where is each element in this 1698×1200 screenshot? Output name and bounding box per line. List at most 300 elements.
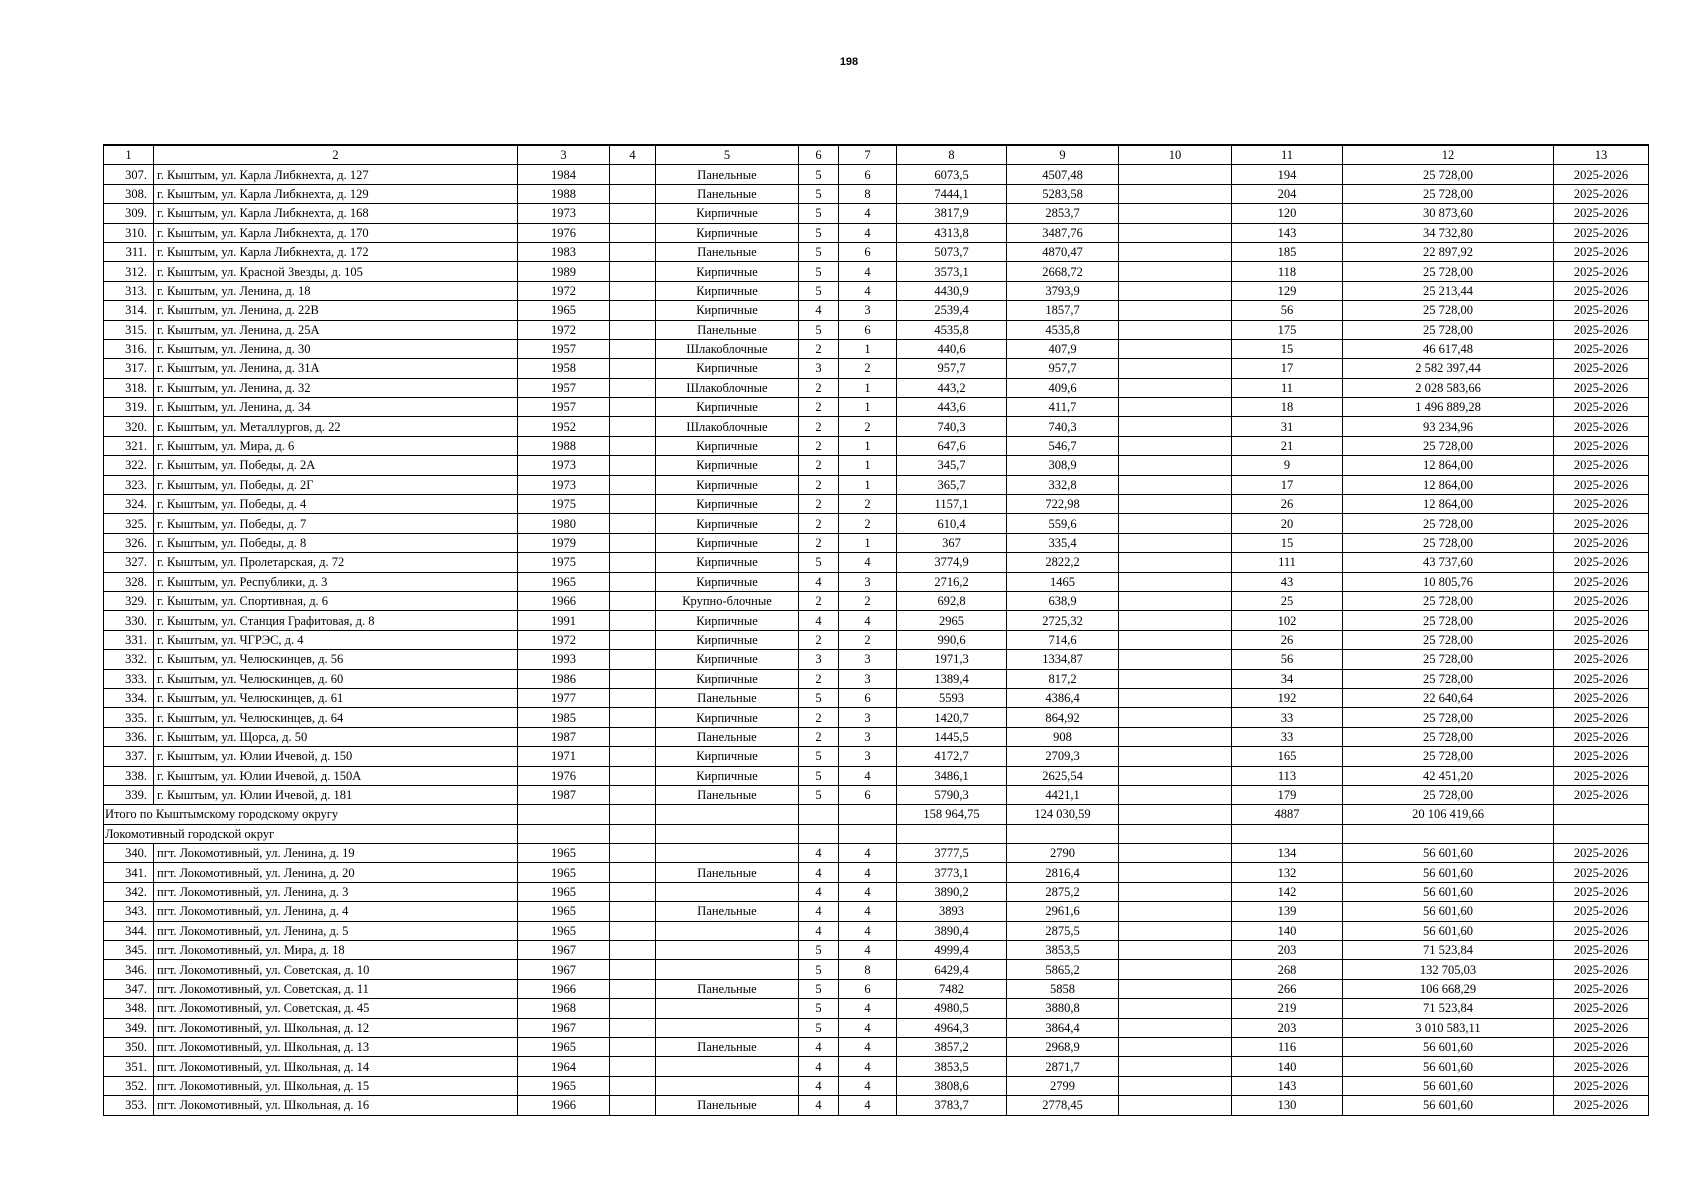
address: г. Кыштым, ул. Победы, д. 7	[154, 514, 518, 533]
entrances: 4	[839, 1057, 897, 1076]
row-number: 330.	[104, 611, 154, 630]
col-10-value	[1119, 165, 1232, 184]
cost: 2 028 583,66	[1343, 378, 1554, 397]
living-area: 2778,45	[1007, 1096, 1119, 1115]
col-4-value	[610, 204, 656, 223]
total-area: 3853,5	[897, 1057, 1007, 1076]
floors: 2	[799, 533, 839, 552]
col-4-value	[610, 281, 656, 300]
col-10-value	[1119, 999, 1232, 1018]
floors: 5	[799, 320, 839, 339]
col-10-value	[1119, 902, 1232, 921]
wall-material: Кирпичные	[656, 456, 799, 475]
section-empty-cell	[1554, 824, 1649, 843]
entrances: 4	[839, 941, 897, 960]
entrances: 1	[839, 456, 897, 475]
address: г. Кыштым, ул. Победы, д. 8	[154, 533, 518, 552]
repair-period: 2025-2026	[1554, 475, 1649, 494]
col-4-value	[610, 223, 656, 242]
col-4-value	[610, 320, 656, 339]
living-area: 2853,7	[1007, 204, 1119, 223]
repair-period: 2025-2026	[1554, 921, 1649, 940]
col-4-value	[610, 1096, 656, 1115]
table-row	[104, 301, 1649, 320]
wall-material: Кирпичные	[656, 495, 799, 514]
total-area: 345,7	[897, 456, 1007, 475]
wall-material: Кирпичные	[656, 514, 799, 533]
cost: 56 601,60	[1343, 863, 1554, 882]
living-area: 559,6	[1007, 514, 1119, 533]
living-area: 4386,4	[1007, 688, 1119, 707]
address: г. Кыштым, ул. Победы, д. 2А	[154, 456, 518, 475]
residents: 120	[1232, 204, 1343, 223]
residents: 203	[1232, 1018, 1343, 1037]
total-empty-cell	[839, 805, 897, 824]
floors: 4	[799, 572, 839, 591]
table-row	[104, 262, 1649, 281]
total-c8: 158 964,75	[897, 805, 1007, 824]
cost: 12 864,00	[1343, 456, 1554, 475]
row-number: 336.	[104, 727, 154, 746]
row-number: 327.	[104, 553, 154, 572]
residents: 266	[1232, 979, 1343, 998]
table-row	[104, 688, 1649, 707]
cost: 56 601,60	[1343, 844, 1554, 863]
build-year: 1965	[518, 863, 610, 882]
address: г. Кыштым, ул. Карла Либкнехта, д. 168	[154, 204, 518, 223]
col-10-value	[1119, 979, 1232, 998]
repair-period: 2025-2026	[1554, 339, 1649, 358]
address: пгт. Локомотивный, ул. Школьная, д. 16	[154, 1096, 518, 1115]
wall-material: Кирпичные	[656, 611, 799, 630]
total-area: 4999,4	[897, 941, 1007, 960]
table-body	[104, 145, 1649, 1115]
floors: 2	[799, 727, 839, 746]
total-c9: 124 030,59	[1007, 805, 1119, 824]
living-area: 332,8	[1007, 475, 1119, 494]
floors: 2	[799, 378, 839, 397]
build-year: 1973	[518, 475, 610, 494]
table-row	[104, 921, 1649, 940]
repair-period: 2025-2026	[1554, 766, 1649, 785]
build-year: 1983	[518, 242, 610, 261]
col-10-value	[1119, 436, 1232, 455]
repair-period: 2025-2026	[1554, 495, 1649, 514]
repair-period: 2025-2026	[1554, 398, 1649, 417]
repair-period: 2025-2026	[1554, 688, 1649, 707]
floors: 5	[799, 242, 839, 261]
col-4-value	[610, 902, 656, 921]
total-area: 3486,1	[897, 766, 1007, 785]
cost: 2 582 397,44	[1343, 359, 1554, 378]
build-year: 1957	[518, 398, 610, 417]
wall-material: Панельные	[656, 1037, 799, 1056]
col-4-value	[610, 1018, 656, 1037]
col-10-value	[1119, 553, 1232, 572]
row-number: 344.	[104, 921, 154, 940]
address: пгт. Локомотивный, ул. Ленина, д. 20	[154, 863, 518, 882]
total-area: 610,4	[897, 514, 1007, 533]
cost: 10 805,76	[1343, 572, 1554, 591]
total-empty-cell	[1119, 805, 1232, 824]
address: г. Кыштым, ул. Пролетарская, д. 72	[154, 553, 518, 572]
residents: 143	[1232, 1076, 1343, 1095]
table-row	[104, 572, 1649, 591]
entrances: 6	[839, 320, 897, 339]
row-number: 348.	[104, 999, 154, 1018]
residents: 18	[1232, 398, 1343, 417]
total-area: 4964,3	[897, 1018, 1007, 1037]
col-header-10: 10	[1119, 145, 1232, 165]
col-header-13: 13	[1554, 145, 1649, 165]
total-area: 1389,4	[897, 669, 1007, 688]
row-number: 353.	[104, 1096, 154, 1115]
total-area: 4535,8	[897, 320, 1007, 339]
col-10-value	[1119, 339, 1232, 358]
wall-material: Кирпичные	[656, 262, 799, 281]
cost: 12 864,00	[1343, 475, 1554, 494]
address: г. Кыштым, ул. Карла Либкнехта, д. 129	[154, 184, 518, 203]
row-number: 321.	[104, 436, 154, 455]
wall-material	[656, 921, 799, 940]
repair-period: 2025-2026	[1554, 456, 1649, 475]
table-row	[104, 436, 1649, 455]
col-10-value	[1119, 844, 1232, 863]
row-number: 349.	[104, 1018, 154, 1037]
entrances: 3	[839, 747, 897, 766]
living-area: 4535,8	[1007, 320, 1119, 339]
residents: 134	[1232, 844, 1343, 863]
table-row	[104, 727, 1649, 746]
wall-material: Кирпичные	[656, 533, 799, 552]
col-4-value	[610, 398, 656, 417]
col-4-value	[610, 591, 656, 610]
col-10-value	[1119, 941, 1232, 960]
total-area: 4980,5	[897, 999, 1007, 1018]
wall-material: Кирпичные	[656, 436, 799, 455]
repair-period: 2025-2026	[1554, 844, 1649, 863]
address: г. Кыштым, ул. Республики, д. 3	[154, 572, 518, 591]
living-area: 817,2	[1007, 669, 1119, 688]
entrances: 4	[839, 999, 897, 1018]
table-row	[104, 999, 1649, 1018]
table-row	[104, 863, 1649, 882]
total-area: 3817,9	[897, 204, 1007, 223]
row-number: 332.	[104, 650, 154, 669]
address: г. Кыштым, ул. Станция Графитовая, д. 8	[154, 611, 518, 630]
residents: 192	[1232, 688, 1343, 707]
table-row	[104, 417, 1649, 436]
col-10-value	[1119, 262, 1232, 281]
repair-period: 2025-2026	[1554, 999, 1649, 1018]
col-4-value	[610, 747, 656, 766]
living-area: 722,98	[1007, 495, 1119, 514]
living-area: 5858	[1007, 979, 1119, 998]
wall-material: Кирпичные	[656, 223, 799, 242]
address: пгт. Локомотивный, ул. Советская, д. 45	[154, 999, 518, 1018]
row-number: 339.	[104, 785, 154, 804]
repair-period: 2025-2026	[1554, 727, 1649, 746]
housing-register-table	[103, 144, 1649, 1116]
col-header-7: 7	[839, 145, 897, 165]
col-10-value	[1119, 359, 1232, 378]
cost: 46 617,48	[1343, 339, 1554, 358]
section-row	[104, 824, 1649, 843]
entrances: 2	[839, 591, 897, 610]
wall-material	[656, 844, 799, 863]
col-10-value	[1119, 1018, 1232, 1037]
build-year: 1972	[518, 320, 610, 339]
cost: 25 728,00	[1343, 630, 1554, 649]
col-10-value	[1119, 863, 1232, 882]
floors: 5	[799, 941, 839, 960]
entrances: 4	[839, 1037, 897, 1056]
build-year: 1966	[518, 1096, 610, 1115]
col-10-value	[1119, 669, 1232, 688]
floors: 5	[799, 184, 839, 203]
col-10-value	[1119, 204, 1232, 223]
residents: 25	[1232, 591, 1343, 610]
row-number: 316.	[104, 339, 154, 358]
repair-period: 2025-2026	[1554, 747, 1649, 766]
living-area: 2799	[1007, 1076, 1119, 1095]
repair-period: 2025-2026	[1554, 785, 1649, 804]
living-area: 1465	[1007, 572, 1119, 591]
row-number: 337.	[104, 747, 154, 766]
residents: 20	[1232, 514, 1343, 533]
wall-material: Кирпичные	[656, 281, 799, 300]
wall-material: Шлакоблочные	[656, 339, 799, 358]
residents: 15	[1232, 533, 1343, 552]
build-year: 1980	[518, 514, 610, 533]
entrances: 6	[839, 785, 897, 804]
cost: 12 864,00	[1343, 495, 1554, 514]
table-row	[104, 359, 1649, 378]
address: г. Кыштым, ул. Ленина, д. 25А	[154, 320, 518, 339]
wall-material: Шлакоблочные	[656, 417, 799, 436]
row-number: 333.	[104, 669, 154, 688]
entrances: 3	[839, 669, 897, 688]
col-4-value	[610, 572, 656, 591]
wall-material: Шлакоблочные	[656, 378, 799, 397]
living-area: 409,6	[1007, 378, 1119, 397]
living-area: 3487,76	[1007, 223, 1119, 242]
residents: 102	[1232, 611, 1343, 630]
cost: 56 601,60	[1343, 1057, 1554, 1076]
floors: 5	[799, 747, 839, 766]
table-row	[104, 844, 1649, 863]
cost: 43 737,60	[1343, 553, 1554, 572]
residents: 142	[1232, 882, 1343, 901]
repair-period: 2025-2026	[1554, 708, 1649, 727]
total-area: 2965	[897, 611, 1007, 630]
total-area: 443,2	[897, 378, 1007, 397]
section-empty-cell	[799, 824, 839, 843]
row-number: 346.	[104, 960, 154, 979]
table-row	[104, 378, 1649, 397]
col-4-value	[610, 630, 656, 649]
residents: 143	[1232, 223, 1343, 242]
cost: 132 705,03	[1343, 960, 1554, 979]
address: г. Кыштым, ул. Спортивная, д. 6	[154, 591, 518, 610]
build-year: 1989	[518, 262, 610, 281]
row-number: 318.	[104, 378, 154, 397]
wall-material	[656, 960, 799, 979]
living-area: 2725,32	[1007, 611, 1119, 630]
floors: 4	[799, 1037, 839, 1056]
col-10-value	[1119, 456, 1232, 475]
col-4-value	[610, 979, 656, 998]
residents: 33	[1232, 708, 1343, 727]
cost: 25 728,00	[1343, 727, 1554, 746]
row-number: 308.	[104, 184, 154, 203]
cost: 71 523,84	[1343, 941, 1554, 960]
floors: 5	[799, 223, 839, 242]
wall-material: Панельные	[656, 785, 799, 804]
table-row	[104, 591, 1649, 610]
repair-period: 2025-2026	[1554, 281, 1649, 300]
address: г. Кыштым, ул. Челюскинцев, д. 56	[154, 650, 518, 669]
table-row	[104, 475, 1649, 494]
total-area: 367	[897, 533, 1007, 552]
build-year: 1967	[518, 1018, 610, 1037]
residents: 268	[1232, 960, 1343, 979]
residents: 113	[1232, 766, 1343, 785]
col-4-value	[610, 650, 656, 669]
total-area: 692,8	[897, 591, 1007, 610]
col-4-value	[610, 766, 656, 785]
entrances: 3	[839, 708, 897, 727]
floors: 4	[799, 1057, 839, 1076]
living-area: 2968,9	[1007, 1037, 1119, 1056]
col-10-value	[1119, 184, 1232, 203]
repair-period: 2025-2026	[1554, 941, 1649, 960]
living-area: 864,92	[1007, 708, 1119, 727]
wall-material	[656, 1057, 799, 1076]
entrances: 4	[839, 882, 897, 901]
col-10-value	[1119, 630, 1232, 649]
floors: 4	[799, 1076, 839, 1095]
col-4-value	[610, 184, 656, 203]
living-area: 3853,5	[1007, 941, 1119, 960]
row-number: 328.	[104, 572, 154, 591]
repair-period: 2025-2026	[1554, 320, 1649, 339]
build-year: 1975	[518, 553, 610, 572]
wall-material: Панельные	[656, 242, 799, 261]
col-4-value	[610, 960, 656, 979]
total-row	[104, 805, 1649, 824]
residents: 165	[1232, 747, 1343, 766]
repair-period: 2025-2026	[1554, 669, 1649, 688]
living-area: 2816,4	[1007, 863, 1119, 882]
col-10-value	[1119, 495, 1232, 514]
total-area: 440,6	[897, 339, 1007, 358]
entrances: 6	[839, 165, 897, 184]
build-year: 1987	[518, 785, 610, 804]
table-row	[104, 1037, 1649, 1056]
row-number: 309.	[104, 204, 154, 223]
build-year: 1957	[518, 378, 610, 397]
repair-period: 2025-2026	[1554, 165, 1649, 184]
wall-material	[656, 882, 799, 901]
col-4-value	[610, 495, 656, 514]
residents: 17	[1232, 475, 1343, 494]
col-10-value	[1119, 320, 1232, 339]
cost: 25 728,00	[1343, 514, 1554, 533]
residents: 111	[1232, 553, 1343, 572]
row-number: 307.	[104, 165, 154, 184]
build-year: 1976	[518, 766, 610, 785]
address: пгт. Локомотивный, ул. Ленина, д. 5	[154, 921, 518, 940]
table-row	[104, 766, 1649, 785]
table-row	[104, 785, 1649, 804]
repair-period: 2025-2026	[1554, 650, 1649, 669]
total-area: 3893	[897, 902, 1007, 921]
wall-material: Кирпичные	[656, 630, 799, 649]
cost: 25 728,00	[1343, 165, 1554, 184]
build-year: 1967	[518, 960, 610, 979]
col-4-value	[610, 921, 656, 940]
living-area: 2875,5	[1007, 921, 1119, 940]
row-number: 320.	[104, 417, 154, 436]
section-label: Локомотивный городской округ	[104, 824, 518, 843]
residents: 194	[1232, 165, 1343, 184]
total-area: 3773,1	[897, 863, 1007, 882]
table-row	[104, 669, 1649, 688]
wall-material	[656, 999, 799, 1018]
total-area: 3890,4	[897, 921, 1007, 940]
col-header-6: 6	[799, 145, 839, 165]
floors: 5	[799, 165, 839, 184]
floors: 2	[799, 436, 839, 455]
col-4-value	[610, 339, 656, 358]
living-area: 546,7	[1007, 436, 1119, 455]
build-year: 1993	[518, 650, 610, 669]
wall-material: Кирпичные	[656, 301, 799, 320]
build-year: 1991	[518, 611, 610, 630]
floors: 2	[799, 630, 839, 649]
col-10-value	[1119, 785, 1232, 804]
total-label: Итого по Кыштымскому городскому округу	[104, 805, 518, 824]
col-4-value	[610, 553, 656, 572]
cost: 25 728,00	[1343, 708, 1554, 727]
col-10-value	[1119, 514, 1232, 533]
repair-period: 2025-2026	[1554, 1037, 1649, 1056]
address: г. Кыштым, ул. ЧГРЭС, д. 4	[154, 630, 518, 649]
total-area: 5073,7	[897, 242, 1007, 261]
cost: 22 897,92	[1343, 242, 1554, 261]
entrances: 2	[839, 514, 897, 533]
address: г. Кыштым, ул. Щорса, д. 50	[154, 727, 518, 746]
col-10-value	[1119, 960, 1232, 979]
col-4-value	[610, 262, 656, 281]
table-row	[104, 960, 1649, 979]
address: пгт. Локомотивный, ул. Школьная, д. 13	[154, 1037, 518, 1056]
col-10-value	[1119, 611, 1232, 630]
table-row	[104, 979, 1649, 998]
address: г. Кыштым, ул. Юлии Ичевой, д. 150А	[154, 766, 518, 785]
col-10-value	[1119, 281, 1232, 300]
row-number: 323.	[104, 475, 154, 494]
build-year: 1973	[518, 456, 610, 475]
table-row	[104, 941, 1649, 960]
total-empty-cell	[610, 805, 656, 824]
build-year: 1965	[518, 902, 610, 921]
row-number: 317.	[104, 359, 154, 378]
row-number: 322.	[104, 456, 154, 475]
repair-period: 2025-2026	[1554, 184, 1649, 203]
wall-material: Кирпичные	[656, 650, 799, 669]
